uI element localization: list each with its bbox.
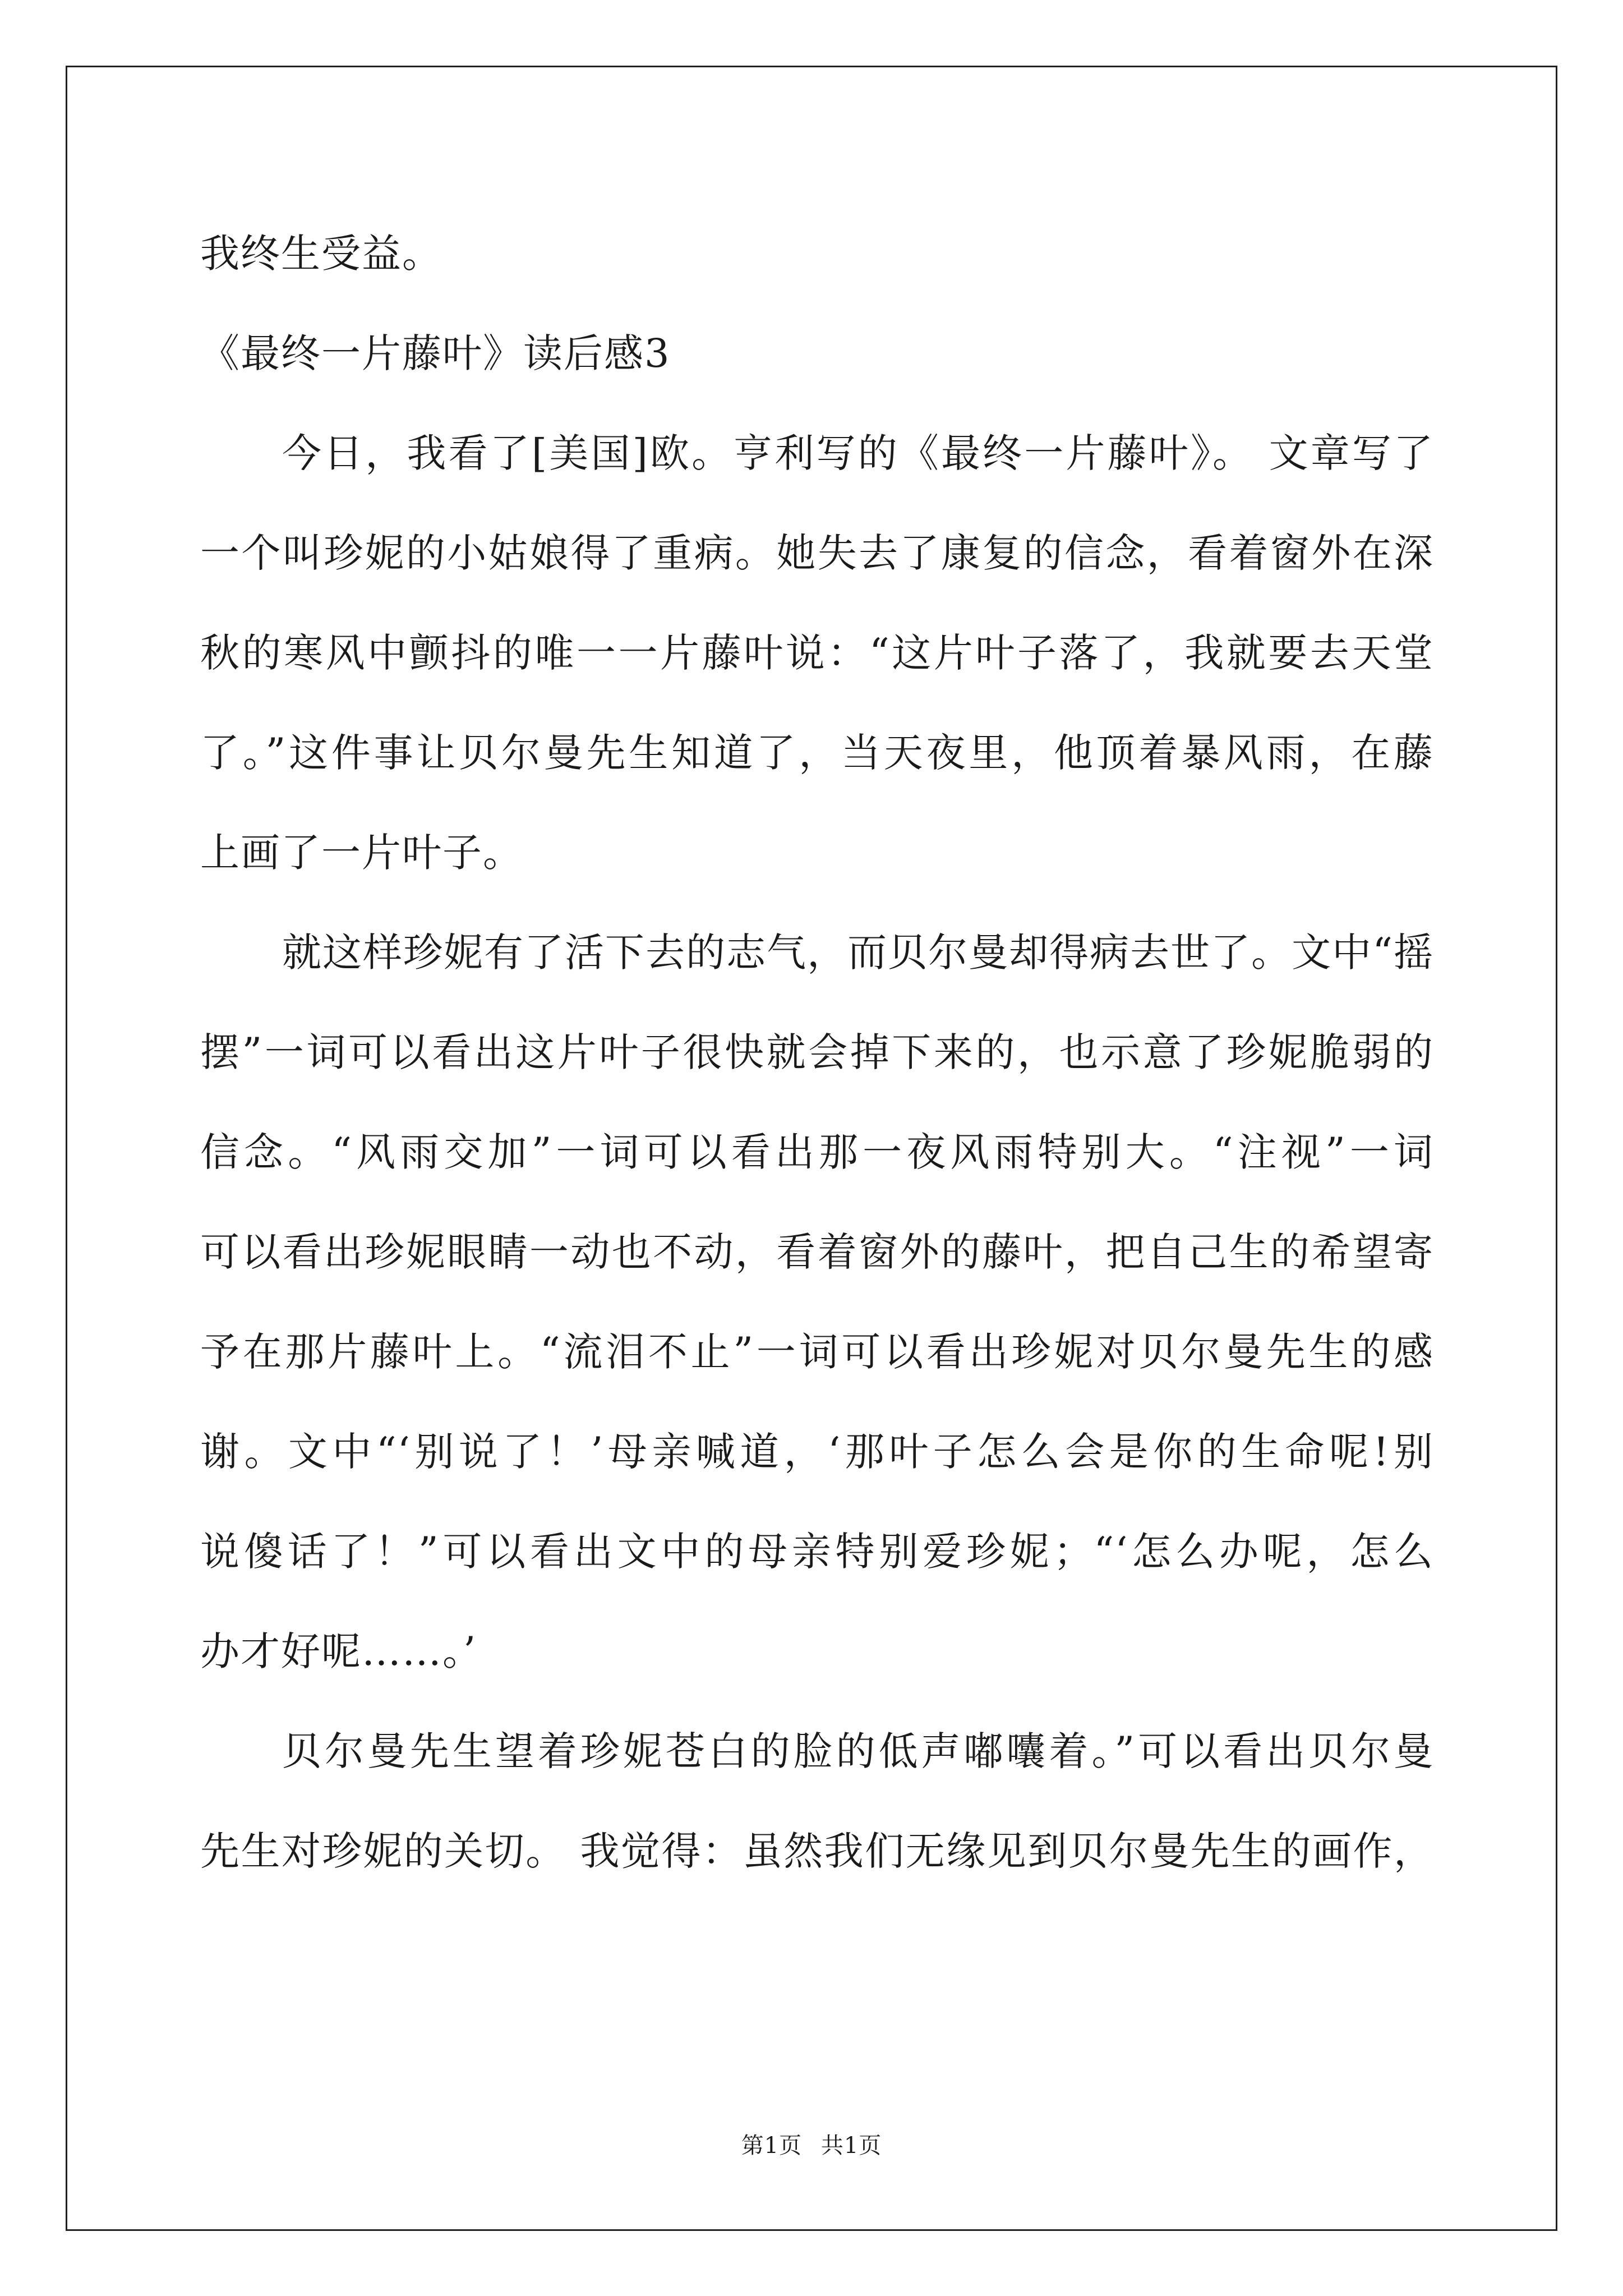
body-text: 先生对珍妮的关切。 我觉得：虽然我们无缘见到贝尔曼先生的画作， [200,1828,1434,1874]
body-text: 办才好呢……。’ [200,1628,477,1674]
page-number-current: 第1页 [741,2133,803,2159]
body-text: 信念。“风雨交加”一词可以看出那一夜风雨特别大。“注视”一词 [200,1129,1434,1175]
body-text: 一个叫珍妮的小姑娘得了重病。她失去了康复的信念，看着窗外在深 [200,530,1434,576]
body-text: 了。”这件事让贝尔曼先生知道了，当天夜里，他顶着暴风雨，在藤 [200,730,1434,776]
paragraph-2-line-2 [200,1002,1434,1102]
paragraph-1-line-3 [200,603,1434,703]
paragraph-1-line-4 [200,703,1434,803]
body-text: 谢。文中“‘别说了！’母亲喊道，‘那叶子怎么会是你的生命呢!别 [200,1429,1434,1475]
paragraph-1-line-2 [200,503,1434,603]
body-text: 贝尔曼先生望着珍妮苍白的脸的低声嘟囔着。”可以看出贝尔曼 [282,1728,1434,1774]
body-text: 上画了一片叶子。 [200,830,523,876]
body-text: 我终生受益。 [200,231,442,277]
body-text: 可以看出珍妮眼睛一动也不动，看着窗外的藤叶，把自己生的希望寄 [200,1229,1434,1275]
paragraph-3-line-2 [200,1801,1434,1901]
paragraph-2-line-8 [200,1602,1434,1701]
page-number-total: 共1页 [820,2133,882,2159]
paragraph-1-line-5 [200,803,1434,903]
body-text: 今日，我看了[美国]欧。亨利写的《最终一片藤叶》。 文章写了 [282,430,1434,476]
section-heading [200,303,1434,403]
paragraph-2-line-6 [200,1402,1434,1502]
paragraph-2-line-3 [200,1102,1434,1202]
body-text: 就这样珍妮有了活下去的志气，而贝尔曼却得病去世了。文中“摇 [282,930,1434,976]
page-footer [0,2132,1623,2160]
body-text: 说傻话了！”可以看出文中的母亲特别爱珍妮；“‘怎么办呢，怎么 [200,1529,1434,1575]
paragraph-3-line-1 [200,1701,1434,1801]
paragraph-2-line-1 [200,903,1434,1002]
heading-text: 《最终一片藤叶》读后感3 [200,330,671,376]
paragraph-2-line-5 [200,1302,1434,1402]
paragraph-2-line-4 [200,1202,1434,1302]
paragraph-2-line-7 [200,1502,1434,1602]
body-text: 摆”一词可以看出这片叶子很快就会掉下来的，也示意了珍妮脆弱的 [200,1029,1434,1075]
text-line-1 [200,204,1434,303]
body-text: 秋的寒风中颤抖的唯一一片藤叶说：“这片叶子落了，我就要去天堂 [200,630,1434,676]
paragraph-1-line-1 [200,403,1434,503]
body-text: 予在那片藤叶上。“流泪不止”一词可以看出珍妮对贝尔曼先生的感 [200,1329,1434,1375]
